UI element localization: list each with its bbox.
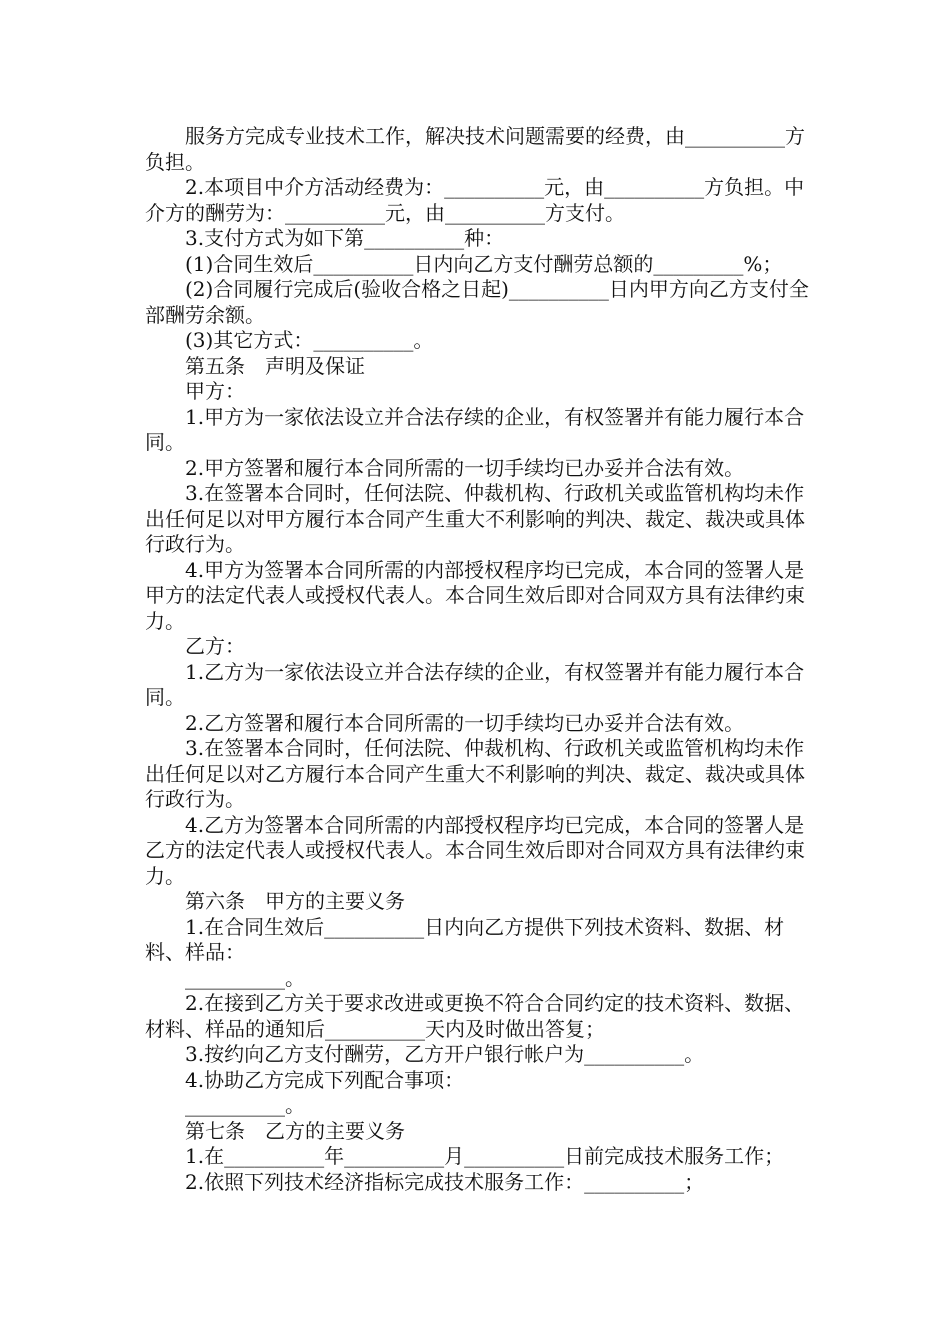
section-heading-article-6: 第六条 甲方的主要义务	[185, 889, 405, 913]
paragraph-payment-method: 3.支付方式为如下第__________种：	[185, 226, 505, 250]
section-heading-article-5: 第五条 声明及保证	[185, 353, 365, 378]
article-6-clause-4-blank: __________。	[185, 1093, 305, 1117]
article-6-clause-3: 3.按约向乙方支付酬劳，乙方开户银行帐户为__________。	[185, 1042, 705, 1066]
party-a-clause-2: 2.甲方签署和履行本合同所需的一切手续均已办妥并合法有效。	[185, 455, 745, 480]
paragraph-payment-option-1: (1)合同生效后__________日内向乙方支付酬劳总额的_________%；	[185, 251, 783, 276]
party-b-clause-4: 4.乙方为签署本合同所需的内部授权程序均已完成，本合同的签署人是乙方的法定代表人或授权代表人。本合同生效后即对合同双方具有法律约束力。	[145, 812, 805, 888]
paragraph-intermediary-fee: 2.本项目中介方活动经费为：__________元，由__________方负担。中介方的酬劳为：__________元，由__________方支付。	[145, 175, 805, 225]
party-b-label: 乙方：	[185, 634, 245, 658]
section-heading-article-7: 第七条 乙方的主要义务	[185, 1118, 405, 1143]
party-b-clause-3: 3.在签署本合同时，任何法院、仲裁机构、行政机关或监管机构均未作出任何足以对乙方履行本合同产生重大不利影响的判决、裁定、裁决或具体行政行为。	[145, 736, 805, 811]
paragraph-service-fee: 服务方完成专业技术工作，解决技术问题需要的经费，由__________方负担。	[145, 124, 805, 174]
party-b-clause-2: 2.乙方签署和履行本合同所需的一切手续均已办妥并合法有效。	[185, 710, 745, 735]
article-6-clause-1: 1.在合同生效后__________日内向乙方提供下列技术资料、数据、材料、样品：	[145, 914, 785, 964]
party-b-clause-1: 1.乙方为一家依法设立并合法存续的企业，有权签署并有能力履行本合同。	[145, 659, 805, 709]
party-a-clause-4: 4.甲方为签署本合同所需的内部授权程序均已完成，本合同的签署人是甲方的法定代表人或授权代表人。本合同生效后即对合同双方具有法律约束力。	[145, 557, 805, 633]
document-page	[145, 124, 815, 1195]
party-a-clause-1: 1.甲方为一家依法设立并合法存续的企业，有权签署并有能力履行本合同。	[145, 404, 805, 454]
article-6-clause-4: 4.协助乙方完成下列配合事项：	[185, 1067, 465, 1092]
party-a-clause-3: 3.在签署本合同时，任何法院、仲裁机构、行政机关或监管机构均未作出任何足以对甲方履行本合同产生重大不利影响的判决、裁定、裁决或具体行政行为。	[145, 481, 805, 556]
article-7-clause-2: 2.依照下列技术经济指标完成技术服务工作：__________；	[185, 1169, 705, 1194]
paragraph-payment-option-3: (3)其它方式：__________。	[185, 328, 434, 352]
paragraph-payment-option-2: (2)合同履行完成后(验收合格之日起)__________日内甲方向乙方支付全部酬劳余额。	[145, 277, 809, 327]
article-6-clause-1-blank: __________。	[185, 965, 305, 990]
party-a-label: 甲方：	[185, 379, 245, 403]
article-7-clause-1: 1.在__________年__________月__________日前完成技术服务工作；	[185, 1144, 785, 1168]
article-6-clause-2: 2.在接到乙方关于要求改进或更换不符合合同约定的技术资料、数据、材料、样品的通知后__________天内及时做出答复；	[145, 991, 805, 1041]
